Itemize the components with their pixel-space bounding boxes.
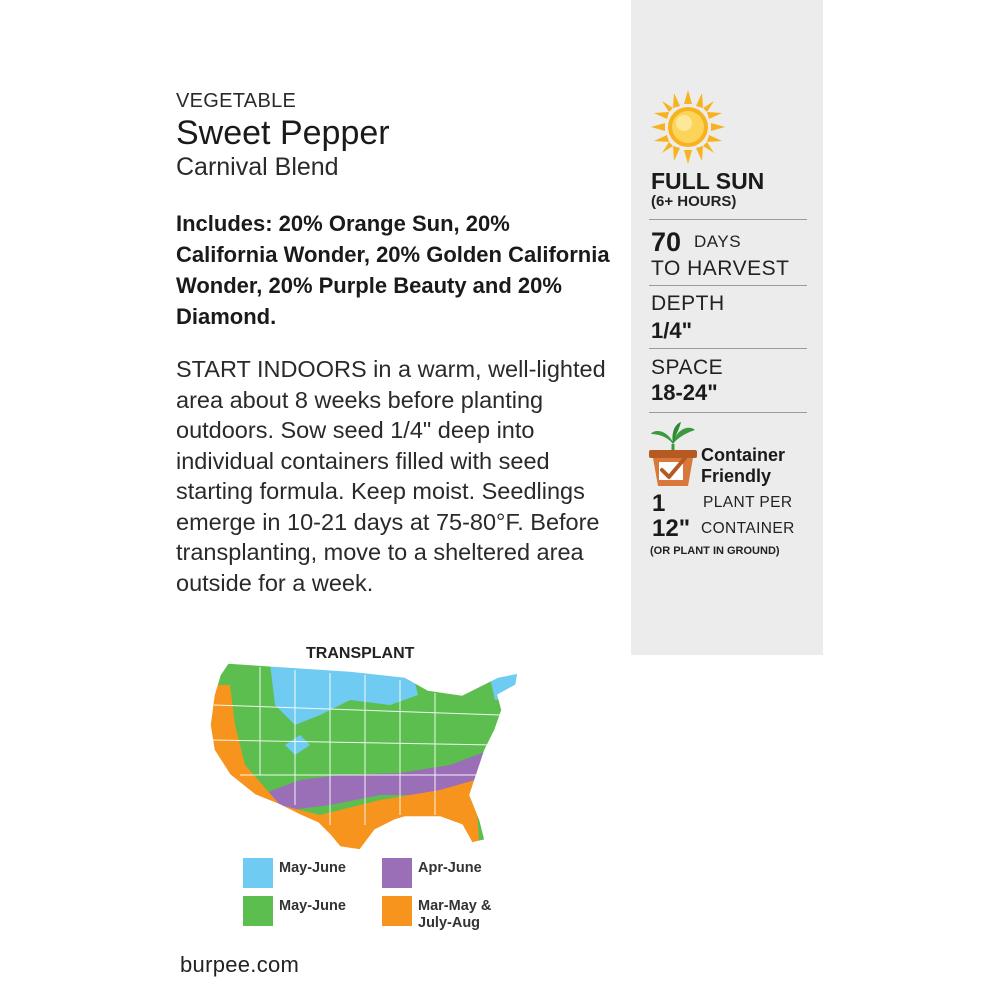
container-label-line2: Friendly bbox=[701, 466, 772, 486]
sun-requirement: FULL SUN bbox=[651, 168, 765, 194]
us-zone-map bbox=[200, 655, 520, 855]
container-note: (OR PLANT IN GROUND) bbox=[650, 545, 780, 557]
days-to-harvest-number: 70 bbox=[651, 227, 682, 257]
legend-label: Apr-June bbox=[418, 860, 482, 876]
container-size: 12" bbox=[652, 515, 691, 542]
container-friendly-label bbox=[701, 445, 785, 487]
divider bbox=[649, 219, 807, 220]
depth-value: 1/4" bbox=[651, 318, 693, 343]
space-value: 18-24" bbox=[651, 380, 718, 405]
blend-includes: Includes: 20% Orange Sun, 20% California Wonder, 20% Golden California Wonder, 20% Purple Beauty and 20% Diamond. bbox=[176, 211, 610, 329]
legend-swatch bbox=[243, 896, 273, 926]
days-label: DAYS bbox=[694, 232, 742, 251]
sun-hours: (6+ HOURS) bbox=[651, 193, 737, 210]
legend-swatch bbox=[243, 858, 273, 888]
container-label-line1: Container bbox=[701, 445, 786, 465]
potted-plant-check-icon bbox=[645, 420, 701, 488]
legend-label: May-June bbox=[279, 898, 346, 914]
legend-swatch bbox=[382, 858, 412, 888]
sun-icon bbox=[651, 90, 725, 164]
legend-item-orange bbox=[382, 896, 508, 932]
legend-item-light-blue bbox=[243, 858, 346, 888]
category-label: VEGETABLE bbox=[176, 90, 297, 112]
depth-label: DEPTH bbox=[651, 292, 725, 315]
divider bbox=[649, 348, 807, 349]
growing-info-panel bbox=[631, 0, 823, 655]
packet-text bbox=[176, 90, 616, 598]
sowing-instructions: START INDOORS in a warm, well-lighted area about 8 weeks before planting outdoors. Sow seed 1/4" deep into individual containers filled with seed starting formula. Keep moist. Seedlings emerge in 10-21 days at 75-80°F. Before transplanting, move to a sheltered area outside for a week. bbox=[176, 356, 606, 596]
map-title: TRANSPLANT bbox=[306, 645, 415, 662]
plants-per-label: PLANT PER bbox=[703, 494, 793, 511]
website-link[interactable]: burpee.com bbox=[180, 952, 300, 977]
container-label: CONTAINER bbox=[701, 520, 795, 537]
harvest-label: TO HARVEST bbox=[651, 257, 790, 280]
product-title: Sweet Pepper bbox=[176, 114, 390, 152]
transplant-map bbox=[200, 640, 560, 931]
legend-item-green bbox=[243, 896, 346, 926]
divider bbox=[649, 285, 807, 286]
plants-per-container-number: 1 bbox=[652, 490, 666, 517]
legend-swatch bbox=[382, 896, 412, 926]
legend-item-purple bbox=[382, 858, 482, 888]
legend-label: May-June bbox=[279, 860, 346, 876]
legend-label: Mar-May & July-Aug bbox=[418, 898, 492, 931]
divider bbox=[649, 412, 807, 413]
space-label: SPACE bbox=[651, 356, 724, 379]
variety-name: Carnival Blend bbox=[176, 153, 339, 181]
